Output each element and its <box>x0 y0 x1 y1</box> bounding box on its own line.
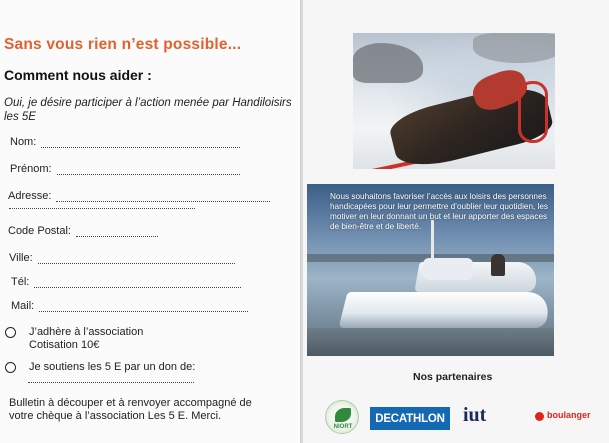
membership-radio[interactable] <box>5 327 16 338</box>
membership-form-panel <box>0 0 301 443</box>
field-label: Ville: <box>9 252 33 264</box>
section-heading: Comment nous aider : <box>4 67 152 83</box>
field-adresse[interactable] <box>8 190 270 202</box>
field-ville[interactable] <box>9 252 235 264</box>
sled-frame <box>518 81 548 143</box>
rock-shape <box>473 33 555 63</box>
field-code-postal[interactable] <box>8 225 158 237</box>
partners-heading: Nos partenaires <box>413 371 493 383</box>
catamaran-photo <box>307 184 554 356</box>
fill-line <box>57 167 240 175</box>
field-label: Code Postal: <box>8 225 71 237</box>
partners-panel <box>303 0 609 443</box>
boat-cabin <box>423 258 473 280</box>
field-tel[interactable] <box>11 276 241 288</box>
iut-logo-text: iut <box>463 404 487 426</box>
bulletin-instructions: Bulletin à découper et à renvoyer accompagné de votre chèque à l’association Les 5 E. Merci. <box>9 397 252 422</box>
niort-logo-text: NIORT <box>333 424 353 430</box>
donation-amount-line[interactable] <box>28 382 194 383</box>
fill-line <box>34 280 241 288</box>
rock-shape <box>353 43 423 83</box>
mission-caption: Nous souhaitons favoriser l’accès aux loisirs des personnes handicapées pour leur permettre d’oublier leur quotidien, les motiver en leur donnant un but et leur apporter des espaces de bien-être et de liberté. <box>330 192 549 231</box>
water <box>307 328 554 356</box>
boulanger-logo <box>535 409 599 429</box>
field-label: Adresse: <box>8 190 52 202</box>
membership-label: J’adhère à l’association <box>29 326 144 338</box>
field-label: Tél: <box>11 276 30 288</box>
fill-line <box>9 208 195 209</box>
niort-logo <box>325 400 359 434</box>
fill-line <box>76 229 158 237</box>
membership-option[interactable] <box>5 326 205 354</box>
sled-skiing-photo <box>353 33 555 169</box>
donation-label: Je soutiens les 5 E par un don de: <box>29 361 196 373</box>
field-nom[interactable] <box>10 136 240 148</box>
boulanger-dot-icon <box>535 412 544 421</box>
fill-line <box>41 140 240 148</box>
fill-line <box>39 304 248 312</box>
fill-line <box>38 256 235 264</box>
decathlon-logo: DECATHLON <box>370 407 450 430</box>
field-label: Mail: <box>11 300 35 312</box>
boat-hull <box>339 292 554 328</box>
iut-logo <box>463 404 527 432</box>
tagline: Sans vous rien n’est possible... <box>4 36 242 53</box>
field-mail[interactable] <box>11 300 248 312</box>
field-prenom[interactable] <box>10 163 240 175</box>
donation-option[interactable] <box>5 361 245 375</box>
intro-text: Oui, je désire participer à l’action menée par Handiloisirs les 5E <box>4 97 292 123</box>
field-label: Prénom: <box>10 163 52 175</box>
fill-line <box>56 194 270 202</box>
membership-fee: Cotisation 10€ <box>29 339 100 351</box>
leaf-icon <box>335 408 351 422</box>
sailor <box>491 254 505 276</box>
boulanger-logo-text: boulanger <box>547 410 591 420</box>
donation-radio[interactable] <box>5 362 16 373</box>
field-label: Nom: <box>10 136 37 148</box>
